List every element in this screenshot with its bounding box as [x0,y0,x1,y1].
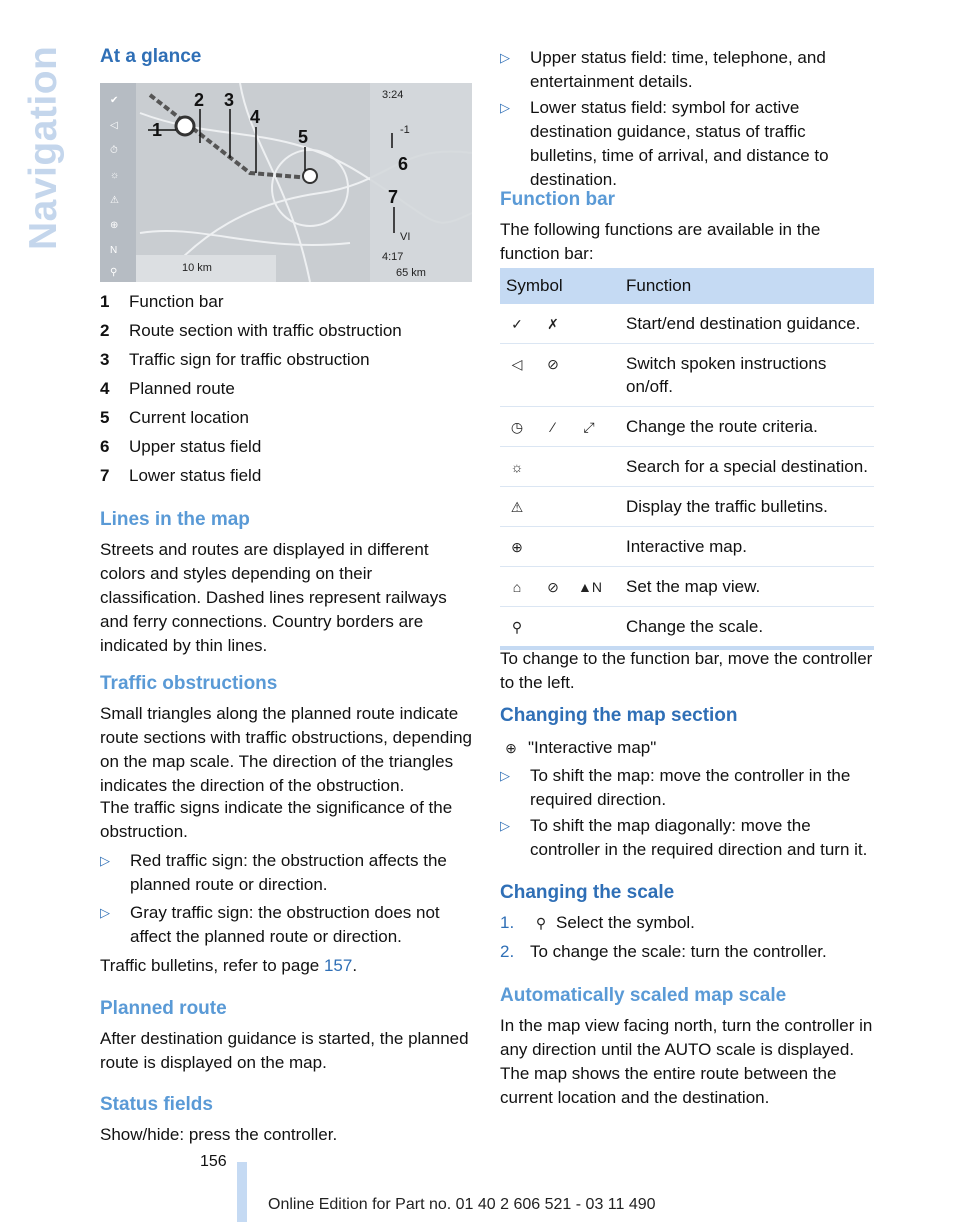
svg-text:N: N [110,245,118,256]
map-time: 3:24 [382,89,404,101]
lines-heading: Lines in the map [100,509,250,530]
map-view-direction-icon: ⌂ [512,579,522,595]
table-row [500,607,874,649]
planned-route-heading: Planned route [100,998,227,1019]
guidance-start-icon: ✓ [511,316,523,332]
auto-scale-text: In the map view facing north, turn the controller in any direction until the AUTO scale is displayed. The map shows the entire route between the current location and the destination. [500,1016,873,1107]
planned-route-text: After destination guidance is started, the planned route is displayed on the map. [100,1029,469,1072]
function-cell: Display the traffic bulletins. [620,487,874,527]
map-view-perspective-icon: ⊘ [547,579,559,595]
clock-icon: ◷ [510,419,524,435]
table-row [500,487,874,527]
svg-text:⏱: ⏱ [110,145,118,156]
side-tab-label: Navigation [22,45,65,250]
scale-heading: Changing the scale [500,882,675,903]
svg-text:☼: ☼ [110,170,120,181]
special-destination-icon: ☼ [510,459,524,475]
function-cell: Search for a special destination. [620,447,874,487]
function-header: Function [620,268,874,304]
page-number: 156 [200,1153,227,1170]
function-cell: Interactive map. [620,527,874,567]
map-arrival: 4:17 [382,251,404,263]
navigation-map-image [100,83,472,282]
bulletins-reference: Traffic bulletins, refer to page 157. [100,956,358,975]
map-scale: 10 km [182,262,212,274]
table-row [500,304,874,344]
speaker-on-icon: ◁ [511,356,523,372]
table-row [500,567,874,607]
table-row [500,407,874,447]
callout-5: 5 [298,127,309,147]
function-bar-table [500,268,874,650]
traffic-text-2: The traffic signs indicate the significance of the obstruction. [100,798,453,841]
motorway-icon: ⤢ [583,419,595,435]
status-fields-heading: Status fields [100,1094,213,1115]
interactive-map-icon: ⊕ [505,740,517,756]
at-a-glance-title: At a glance [100,46,202,67]
traffic-text-1: Small triangles along the planned route indicate route sections with traffic obstructions, depending on the map scale. The direction of the triangles indicates the direction of the obstruction. [100,704,473,795]
map-distance: 65 km [396,267,426,279]
table-row [500,344,874,407]
svg-text:⊕: ⊕ [110,220,119,231]
interactive-map-icon: ⊕ [511,539,523,555]
function-cell: Start/end destination guidance. [620,304,874,344]
route-criteria-icon: ⁄ [551,419,555,435]
function-bar-intro: The following functions are available in the function bar: [500,220,821,263]
map-section-heading: Changing the map section [500,705,738,726]
status-fields-text: Show/hide: press the controller. [100,1125,338,1144]
function-cell: Switch spoken instructions on/off. [620,344,874,407]
callout-2: 2 [194,90,205,110]
svg-text:⚲: ⚲ [110,267,118,278]
footer-bar [237,1162,247,1222]
side-tab [22,40,65,250]
scale-icon: ⚲ [511,619,523,635]
warning-triangle-icon: ⚠ [510,499,524,515]
svg-text:⚠: ⚠ [110,195,119,206]
traffic-heading: Traffic obstructions [100,673,278,694]
change-function-bar-text: To change to the function bar, move the controller to the left. [500,649,873,692]
callout-6: 6 [398,154,409,174]
function-bar-heading: Function bar [500,189,616,210]
symbol-header: Symbol [500,268,620,304]
svg-text:◁: ◁ [110,120,118,131]
callout-7: 7 [388,187,399,207]
lines-text: Streets and routes are displayed in different colors and styles depending on their classification. Dashed lines represent railways and ferry connections. Country borders are indicated by thin lines. [100,540,447,655]
scale-icon: ⚲ [535,915,547,931]
callout-1: 1 [152,120,163,140]
callout-4: 4 [250,107,261,127]
function-cell: Change the route criteria. [620,407,874,447]
auto-scale-heading: Automatically scaled map scale [500,985,787,1006]
table-header-row [500,268,874,304]
map-view-north-icon: ▲N [578,579,602,595]
speaker-off-icon: ⊘ [547,356,559,372]
interactive-map-line: ⊕ "Interactive map" [500,736,874,760]
map-fuel: -1 [400,124,410,136]
guidance-end-icon: ✗ [547,316,559,332]
function-cell: Set the map view. [620,567,874,607]
table-row [500,527,874,567]
map-vi: VI [400,231,411,243]
callout-3: 3 [224,90,235,110]
table-row [500,447,874,487]
footer-text: Online Edition for Part no. 01 40 2 606 521 - 03 11 490 [268,1196,656,1213]
page-157-link[interactable]: 157 [323,956,353,975]
svg-text:✔: ✔ [110,95,119,106]
function-cell: Change the scale. [620,607,874,649]
